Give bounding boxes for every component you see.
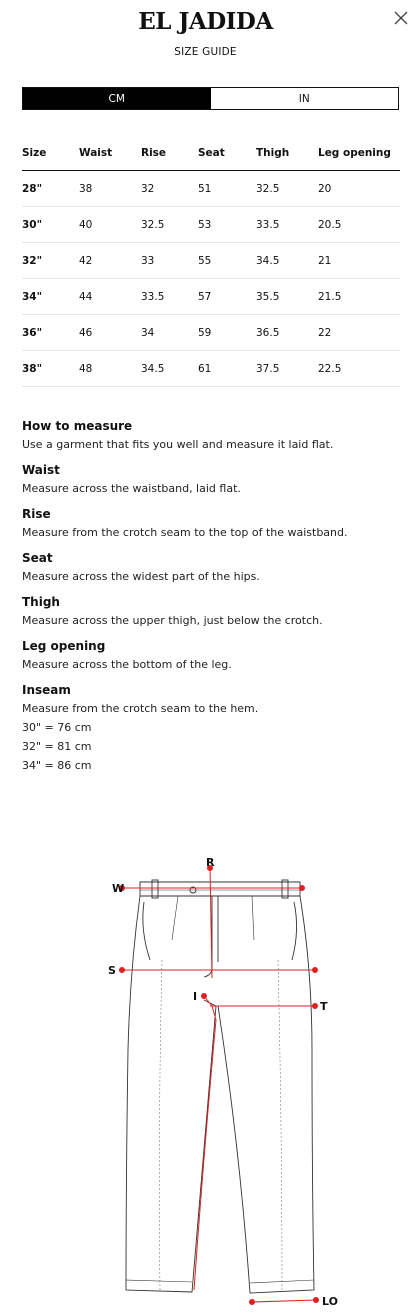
table-cell: 33.5 (141, 279, 198, 315)
table-cell: 20 (318, 171, 400, 207)
guide-text: Measure across the upper thigh, just below the crotch. (22, 614, 323, 627)
size-table (22, 136, 400, 387)
label-leg-opening: LO (322, 1295, 338, 1308)
table-cell: 61 (198, 351, 256, 387)
guide-heading: Inseam (22, 683, 71, 697)
guide-heading: Rise (22, 507, 51, 521)
close-icon[interactable] (393, 10, 409, 26)
table-cell: 35.5 (256, 279, 318, 315)
table-cell: 59 (198, 315, 256, 351)
label-seat: S (108, 964, 116, 977)
table-cell: 32 (141, 171, 198, 207)
trouser-outline (126, 880, 314, 1293)
table-cell: 38 (79, 171, 141, 207)
unit-toggle (22, 87, 399, 110)
guide-text: Use a garment that fits you well and measure it laid flat. (22, 438, 334, 451)
table-cell: 21.5 (318, 279, 400, 315)
guide-section-thigh (22, 594, 402, 630)
table-row (22, 207, 400, 243)
column-header: Waist (79, 136, 141, 171)
label-rise: R (206, 856, 215, 869)
column-header: Size (22, 136, 79, 171)
table-cell: 51 (198, 171, 256, 207)
table-header-row (22, 136, 400, 171)
table-cell: 32" (22, 243, 79, 279)
table-cell: 22 (318, 315, 400, 351)
table-cell: 44 (79, 279, 141, 315)
guide-section-rise (22, 506, 402, 542)
brand-title: EL JADIDA (138, 8, 273, 35)
unit-option-cm[interactable]: CM (23, 88, 211, 109)
table-cell: 55 (198, 243, 256, 279)
table-row (22, 171, 400, 207)
guide-section-seat (22, 550, 402, 586)
label-inseam: I (193, 990, 198, 1003)
guide-section-inseam (22, 682, 402, 775)
page-subtitle: SIZE GUIDE (174, 46, 237, 58)
guide-heading: How to measure (22, 419, 133, 433)
table-cell: 57 (198, 279, 256, 315)
table-row (22, 243, 400, 279)
table-cell: 30" (22, 207, 79, 243)
table-cell: 21 (318, 243, 400, 279)
table-cell: 36" (22, 315, 79, 351)
inseam-conversion: 34" = 86 cm (22, 759, 92, 772)
table-cell: 22.5 (318, 351, 400, 387)
guide-text: Measure across the waistband, laid flat. (22, 482, 241, 495)
table-cell: 20.5 (318, 207, 400, 243)
table-cell: 34" (22, 279, 79, 315)
guide-heading: Waist (22, 463, 60, 477)
guide-heading: Thigh (22, 595, 60, 609)
inseam-conversion: 32" = 81 cm (22, 740, 92, 753)
label-thigh: T (320, 1000, 328, 1013)
guide-text: Measure from the crotch seam to the top of the waistband. (22, 526, 348, 539)
guide-text: Measure from the crotch seam to the hem. (22, 702, 259, 715)
table-row (22, 351, 400, 387)
guide-section-waist (22, 462, 402, 498)
table-cell: 33 (141, 243, 198, 279)
guide-section-leg-opening (22, 638, 402, 674)
table-cell: 32.5 (141, 207, 198, 243)
table-cell: 38" (22, 351, 79, 387)
table-cell: 53 (198, 207, 256, 243)
column-header: Thigh (256, 136, 318, 171)
table-cell: 33.5 (256, 207, 318, 243)
guide-section-how-to-measure (22, 418, 402, 454)
measure-guide (22, 418, 402, 783)
table-cell: 28" (22, 171, 79, 207)
label-waist: W (112, 882, 125, 895)
trouser-diagram-svg (100, 850, 350, 1310)
guide-text: Measure across the widest part of the hips. (22, 570, 260, 583)
table-cell: 48 (79, 351, 141, 387)
table-row (22, 315, 400, 351)
column-header: Seat (198, 136, 256, 171)
trouser-measurement-diagram (100, 850, 350, 1310)
column-header: Leg opening (318, 136, 400, 171)
table-cell: 37.5 (256, 351, 318, 387)
guide-text: Measure across the bottom of the leg. (22, 658, 232, 671)
table-cell: 36.5 (256, 315, 318, 351)
table-cell: 40 (79, 207, 141, 243)
table-cell: 34.5 (256, 243, 318, 279)
guide-heading: Leg opening (22, 639, 106, 653)
table-cell: 34 (141, 315, 198, 351)
table-row (22, 279, 400, 315)
unit-option-in[interactable]: IN (298, 92, 310, 105)
table-cell: 42 (79, 243, 141, 279)
measurement-lines (120, 866, 319, 1305)
column-header: Rise (141, 136, 198, 171)
table-cell: 32.5 (256, 171, 318, 207)
table-cell: 34.5 (141, 351, 198, 387)
inseam-conversion: 30" = 76 cm (22, 721, 92, 734)
guide-heading: Seat (22, 551, 53, 565)
table-cell: 46 (79, 315, 141, 351)
